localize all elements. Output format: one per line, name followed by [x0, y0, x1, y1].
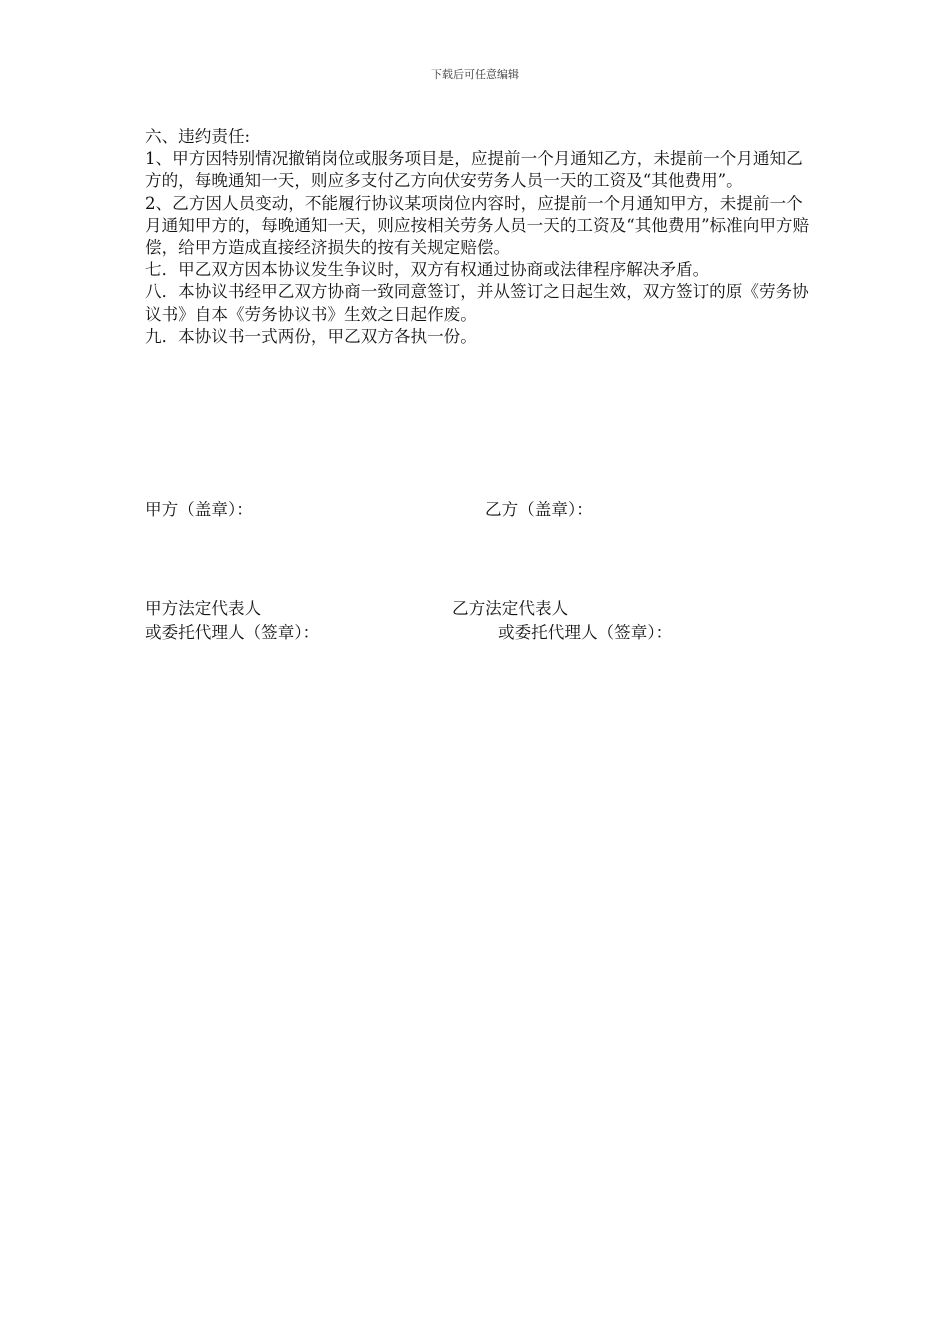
party-b-rep-label: 乙方法定代表人 [452, 599, 569, 618]
party-a-agent-sign-label: 或委托代理人（签章）： [145, 623, 320, 642]
party-b-agent-sign-label: 或委托代理人（签章）： [498, 623, 673, 642]
page-header-note: 下载后可任意编辑 [431, 68, 519, 81]
section-heading-breach: 六、违约责任: [145, 127, 251, 146]
party-a-rep-label: 甲方法定代表人 [145, 599, 262, 618]
clause-paragraph: 八．本协议书经甲乙双方协商一致同意签订，并从签订之日起生效，双方签订的原《劳务协议书》自本《劳务协议书》生效之日起作废。 [145, 282, 809, 324]
contract-body [145, 126, 815, 348]
party-a-seal-label: 甲方（盖章）： [145, 500, 253, 519]
party-b-seal-label: 乙方（盖章）： [485, 500, 593, 519]
clause-paragraph: 九．本协议书一式两份，甲乙双方各执一份。 [145, 326, 477, 346]
clause-paragraph: 2、乙方因人员变动，不能履行协议某项岗位内容时，应提前一个月通知甲方，未提前一个月通知甲方的，每晚通知一天，则应按相关劳务人员一天的工资及“其他费用”标准向甲方赔偿，给甲方造成直接经济损失的按有关规定赔偿。 [145, 193, 810, 258]
clause-paragraph: 1、甲方因特别情况撤销岗位或服务项目是，应提前一个月通知乙方，未提前一个月通知乙方的，每晚通知一天，则应多支付乙方向伏安劳务人员一天的工资及“其他费用”。 [145, 149, 803, 191]
clause-paragraph: 七．甲乙双方因本协议发生争议时，双方有权通过协商或法律程序解决矛盾。 [145, 260, 710, 280]
